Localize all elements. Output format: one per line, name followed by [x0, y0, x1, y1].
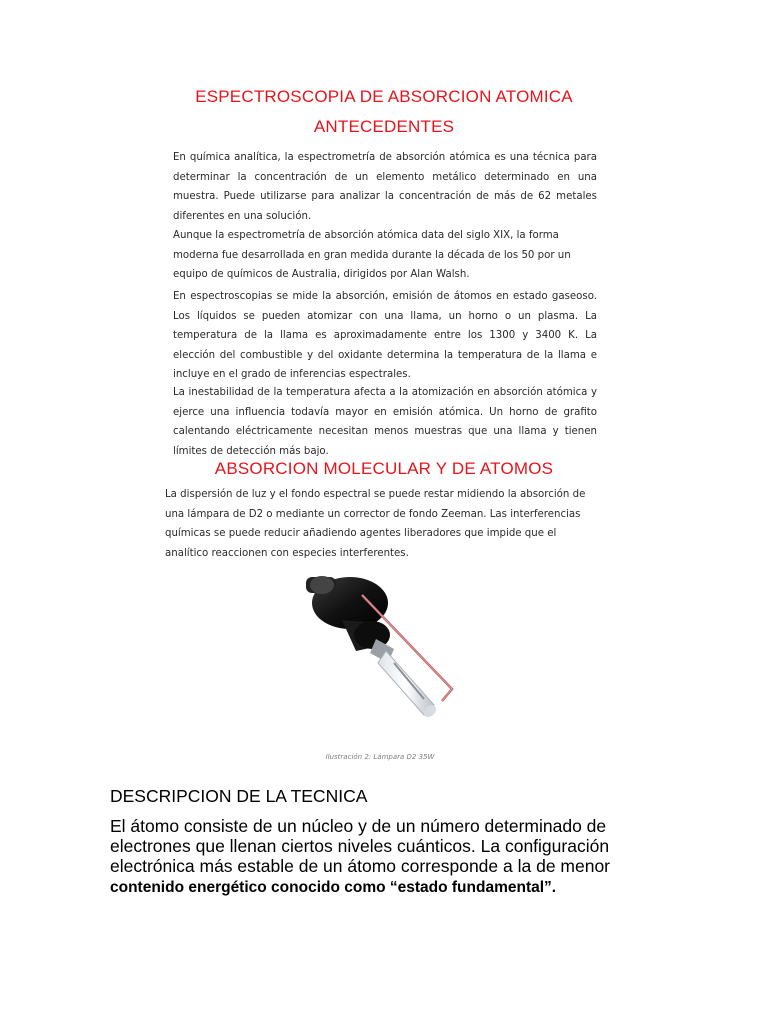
section-heading-descripcion: DESCRIPCION DE LA TECNICA — [110, 786, 368, 806]
figure-caption: Ilustración 2: Lámpara D2 35W — [325, 753, 435, 761]
paragraph: La dispersión de luz y el fondo espectral se puede restar midiendo la absorción de una lámpara de D2 o mediante un corrector de fondo Zeeman. Las interferencias químicas se puede reducir añadiendo agentes liberadores que impide que el analítico reaccionen con especies interferentes. — [165, 489, 586, 559]
body-text-bold: contenido energético conocido como “estado fundamental”. — [110, 879, 557, 896]
section-heading-antecedentes: ANTECEDENTES — [313, 117, 455, 136]
paragraph: Aunque la espectrometría de absorción atómica data del siglo XIX, la forma moderna fue desarrollada en gran medida durante la década de los 50 por un equipo de químicos de Australia, dirigidos por Alan Walsh. — [173, 230, 571, 280]
lamp-illustration — [302, 565, 456, 737]
d2-lamp-image — [302, 565, 456, 737]
document-title: ESPECTROSCOPIA DE ABSORCION ATOMICA — [195, 87, 573, 106]
paragraph: En espectroscopias se mide la absorción, emisión de átomos en estado gaseoso. Los líquidos se pueden atomizar con una llama, un horno o un plasma. La temperatura de la llama es aproximadamente entre los 1300 y 3400 K. La elección del combustible y del oxidante determina la temperatura de la llama e incluye en el grado de inferencias espectrales. — [173, 291, 597, 380]
section-heading-absorcion-molecular: ABSORCION MOLECULAR Y DE ATOMOS — [214, 459, 554, 478]
paragraph: La inestabilidad de la temperatura afecta a la atomización en absorción atómica y ejerce una influencia todavía mayor en emisión atómica. Un horno de grafito calentando eléctricamente necesitan menos muestras que una llama y tienen límites de detección más bajo. — [173, 387, 597, 457]
section-body — [110, 816, 630, 898]
paragraph: En química analítica, la espectrometría de absorción atómica es una técnica para determinar la concentración de un elemento metálico determinado en una muestra. Puede utilizarse para analizar la concentración de más de 62 metales diferentes en una solución. — [173, 152, 597, 222]
body-text: El átomo consiste de un núcleo y de un número determinado de electrones que llenan ciertos niveles cuánticos. La configuración electrónica más estable de un átomo corresponde a la de menor — [110, 816, 611, 876]
